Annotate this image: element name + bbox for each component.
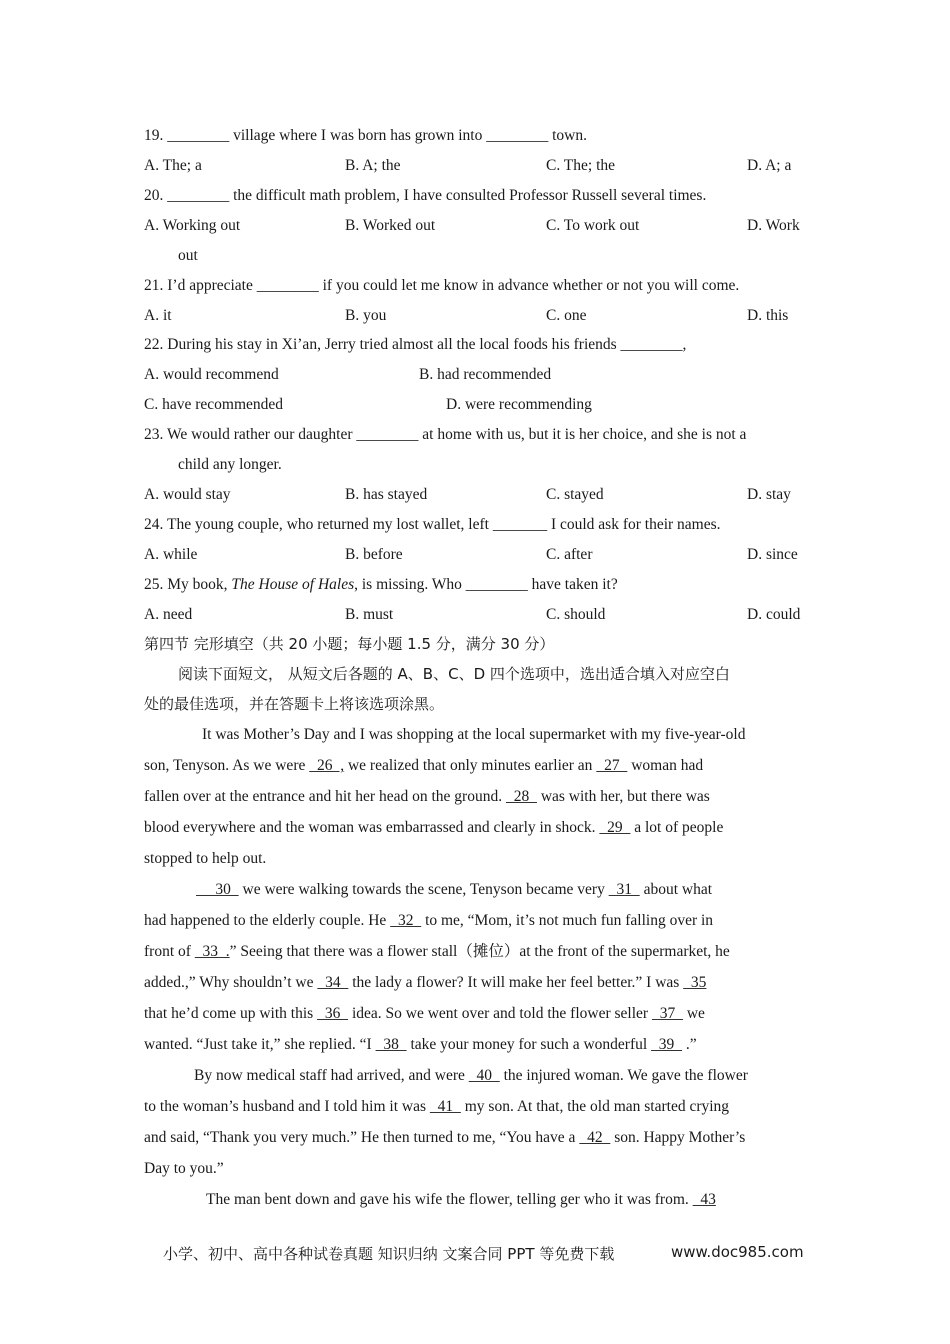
text: the injured woman. We gave the flower	[499, 1067, 748, 1085]
passage-line	[144, 936, 806, 967]
passage-line: Day to you.”	[144, 1160, 224, 1178]
question-20-options	[144, 211, 806, 241]
blank-36[interactable]: 36	[317, 1005, 349, 1023]
passage-line	[144, 1184, 806, 1215]
option-d: D. stay	[747, 485, 791, 503]
option-d: D. A; a	[747, 157, 792, 174]
option-b: B. A; the	[345, 157, 401, 174]
option-d: D. could	[747, 605, 801, 623]
blank-34[interactable]: 34	[317, 974, 349, 992]
passage-line	[144, 967, 806, 998]
option-d: D. were recommending	[446, 396, 592, 414]
option-c: C. The; the	[546, 157, 616, 174]
passage-line	[144, 905, 806, 936]
blank-32[interactable]: 32	[390, 912, 422, 930]
option-a: A. Working out	[144, 216, 241, 234]
blank-38[interactable]: 38	[375, 1036, 407, 1054]
text: idea. So we went over and told the flower seller	[348, 1005, 652, 1023]
question-20-stem: 20. ________ the difficult math problem, I have consulted Professor Russell several times.	[144, 186, 707, 204]
blank-27[interactable]: 27	[596, 757, 628, 775]
section-instruction: 阅读下面短文， 从短文后各题的 A、B、C、D 四个选项中，选出适合填入对应空白	[178, 665, 730, 684]
text: had happened to the elderly couple. He	[144, 912, 391, 930]
blank-35[interactable]: 35	[683, 974, 707, 992]
question-21-stem: 21. I’d appreciate ________ if you could let me know in advance whether or not you will come.	[144, 276, 740, 294]
option-a: A. need	[144, 605, 193, 623]
blank-33[interactable]: 33 .	[194, 943, 230, 961]
blank-42[interactable]: 42	[579, 1129, 611, 1147]
option-c: C. one	[546, 306, 587, 324]
text: front of	[144, 943, 195, 961]
question-19-options	[144, 151, 806, 181]
exam-page	[144, 121, 806, 1215]
footer-text: 小学、初中、高中各种试卷真题 知识归纳 文案合同 PPT 等免费下载	[163, 1245, 615, 1263]
passage-line	[144, 781, 806, 812]
option-a: A. while	[144, 545, 198, 563]
passage-line	[144, 998, 806, 1029]
question-23-stem-wrap: child any longer.	[178, 455, 282, 473]
option-c: C. after	[546, 545, 593, 563]
question-25-stem	[144, 570, 806, 600]
option-c: C. should	[546, 605, 606, 623]
passage-line: stopped to help out.	[144, 850, 267, 868]
question-22-options-row1	[144, 360, 806, 390]
text: we	[682, 1005, 705, 1023]
blank-28[interactable]: 28	[505, 788, 537, 806]
text: to the woman’s husband and I told him it was	[144, 1098, 430, 1116]
text: we realized that only minutes earlier an	[344, 757, 597, 775]
question-25-options	[144, 600, 806, 630]
text: to me, “Mom, it’s not much fun falling over in	[421, 912, 714, 930]
option-d: D. since	[747, 545, 798, 563]
footer-url[interactable]: www.doc985.com	[671, 1243, 804, 1261]
passage-line: It was Mother’s Day and I was shopping at the local supermarket with my five-year-old	[202, 726, 746, 744]
blank-29[interactable]: 29	[599, 819, 631, 837]
blank-39[interactable]: 39	[651, 1036, 683, 1054]
passage-line	[144, 1091, 806, 1122]
page-footer	[163, 1243, 803, 1267]
passage-line	[144, 1029, 806, 1060]
option-b: B. had recommended	[419, 366, 552, 384]
text: .”	[682, 1036, 697, 1054]
cloze-passage	[144, 719, 806, 1215]
text: The man bent down and gave his wife the flower, telling ger who it was from.	[206, 1191, 693, 1209]
blank-31[interactable]: 31	[608, 881, 640, 899]
option-a: A. would recommend	[144, 366, 279, 384]
question-22-stem: 22. During his stay in Xi’an, Jerry tried almost all the local foods his friends ________,	[144, 336, 687, 354]
option-c: C. To work out	[546, 216, 640, 234]
option-b: B. has stayed	[345, 485, 428, 503]
text: was with her, but there was	[536, 788, 710, 806]
text: my son. At that, the old man started crying	[460, 1098, 730, 1116]
text: By now medical staff had arrived, and were	[194, 1067, 469, 1085]
option-a: A. The; a	[144, 157, 202, 174]
option-a: A. would stay	[144, 485, 231, 503]
question-21-options	[144, 301, 806, 331]
section-heading: 第四节 完形填空（共 20 小题；每小题 1.5 分，满分 30 分）	[144, 635, 555, 654]
book-title: The House of Hales	[231, 575, 355, 593]
text: added.,” Why shouldn’t we	[144, 974, 318, 992]
question-19-stem: 19. ________ village where I was born has grown into ________ town.	[144, 127, 587, 144]
option-b: B. before	[345, 545, 403, 563]
option-c: C. stayed	[546, 485, 604, 503]
text: son. Happy Mother’s	[610, 1129, 746, 1147]
section-instruction-cont: 处的最佳选项，并在答题卡上将该选项涂黑。	[144, 695, 445, 714]
passage-line	[144, 812, 806, 843]
blank-41[interactable]: 41	[429, 1098, 461, 1116]
option-c: C. have recommended	[144, 396, 284, 414]
blank-40[interactable]: 40	[468, 1067, 500, 1085]
option-d: D. Work	[747, 216, 800, 234]
stem-text: , is missing. Who ________ have taken it?	[354, 575, 618, 593]
text: about what	[639, 881, 713, 899]
option-b: B. must	[345, 605, 394, 623]
text: woman had	[627, 757, 704, 775]
text: a lot of people	[630, 819, 724, 837]
blank-30[interactable]: 30	[196, 881, 239, 899]
question-24-options	[144, 540, 806, 570]
text: ” Seeing that there was a flower stall（摊位）at the front of the supermarket, he	[229, 943, 730, 961]
question-20-option-wrap: out	[178, 246, 198, 264]
option-b: B. Worked out	[345, 216, 436, 234]
passage-line	[144, 1060, 806, 1091]
passage-line	[144, 874, 806, 905]
text: the lady a flower? It will make her feel better.” I was	[348, 974, 684, 992]
option-b: B. you	[345, 306, 387, 324]
passage-line	[144, 1122, 806, 1153]
text: wanted. “Just take it,” she replied. “I	[144, 1036, 376, 1054]
stem-text: 25. My book,	[144, 575, 232, 593]
question-24-stem: 24. The young couple, who returned my lost wallet, left _______ I could ask for their names.	[144, 515, 721, 533]
text: that he’d come up with this	[144, 1005, 318, 1023]
option-a: A. it	[144, 306, 172, 324]
passage-line	[144, 750, 806, 781]
text: son, Tenyson. As we were	[144, 757, 310, 775]
text: take your money for such a wonderful	[406, 1036, 652, 1054]
text: blood everywhere and the woman was embarrassed and clearly in shock.	[144, 819, 600, 837]
option-d: D. this	[747, 306, 789, 324]
text: and said, “Thank you very much.” He then turned to me, “You have a	[144, 1129, 580, 1147]
blank-26[interactable]: 26 ,	[309, 757, 345, 775]
blank-43[interactable]: 43	[692, 1191, 716, 1209]
text: we were walking towards the scene, Tenyson became very	[238, 881, 609, 899]
question-23-stem: 23. We would rather our daughter ________ at home with us, but it is her choice, and she is not a	[144, 425, 747, 443]
question-23-options	[144, 480, 806, 510]
text: fallen over at the entrance and hit her head on the ground.	[144, 788, 506, 806]
blank-37[interactable]: 37	[651, 1005, 683, 1023]
question-22-options-row2	[144, 390, 806, 420]
